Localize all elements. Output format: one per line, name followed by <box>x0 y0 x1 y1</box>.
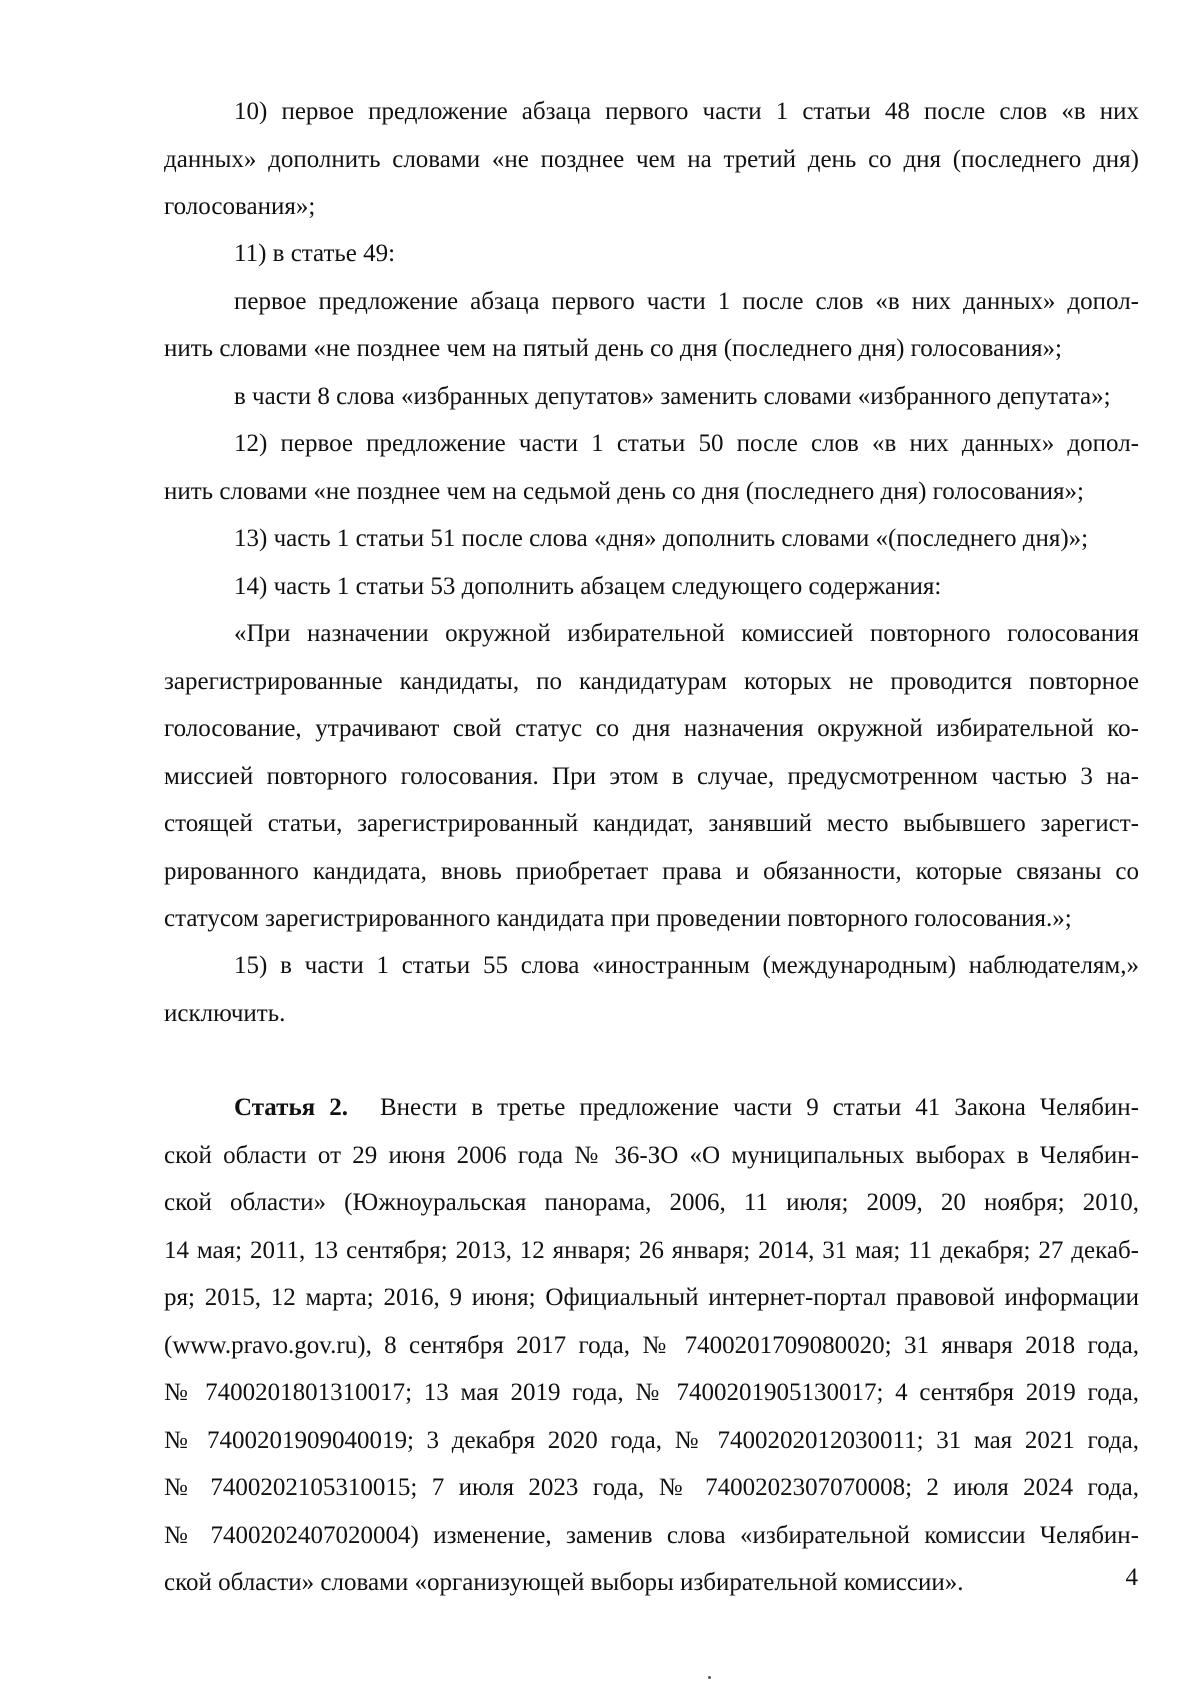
article-2-line-3: ской области» (Южноуральская панорама, 2006, 11 июля; 2009, 20 ноября; 2010, <box>164 1189 1139 1216</box>
quote-line-2: зарегистрированные кандидаты, по кандидатурам которых не проводится повторное <box>164 667 1139 695</box>
item-15-line-1: 15) в части 1 статьи 55 слова «иностранным (международным) наблюдателям,» <box>234 952 1139 979</box>
article-2-line-6: (www.pravo.gov.ru), 8 сентября 2017 года, № 7400201709080020; 31 января 2018 года, <box>164 1331 1139 1359</box>
article-2-label: Статья 2. <box>234 1094 348 1121</box>
item-10-line-2: данных» дополнить словами «не позднее чем на третий день со дня (последнего дня) <box>164 145 1139 173</box>
article-2-line-1 <box>164 1084 1139 1132</box>
scan-speck <box>708 1676 711 1679</box>
item-10-line-1: 10) первое предложение абзаца первого части 1 статьи 48 после слов «в них <box>234 98 1139 125</box>
article-2-line-7: № 7400201801310017; 13 мая 2019 года, № 7400201905130017; 4 сентября 2019 года, <box>164 1379 1139 1406</box>
page-number: 4 <box>1125 1564 1138 1591</box>
item-12-line-2: нить словами «не позднее чем на седьмой день со дня (последнего дня) голосования»; <box>164 477 1084 505</box>
quote-line-7: статусом зарегистрированного кандидата при проведении повторного голосования.»; <box>164 905 1072 932</box>
quote-line-6: рированного кандидата, вновь приобретает права и обязанности, которые связаны со <box>164 857 1139 885</box>
article-2-line-4: 14 мая; 2011, 13 сентября; 2013, 12 января; 26 января; 2014, 31 мая; 11 декабря; 27 декаб- <box>164 1236 1139 1264</box>
item-15-line-2: исключить. <box>164 999 286 1027</box>
item-10 <box>164 88 1139 231</box>
item-11-para-2: в части 8 слова «избранных депутатов» заменить словами «избранного депутата»; <box>234 382 1111 410</box>
article-2-line-8: № 7400201909040019; 3 декабря 2020 года, № 7400202012030011; 31 мая 2021 года, <box>164 1426 1139 1454</box>
quote-line-1: «При назначении окружной избирательной комиссией повторного голосования <box>234 620 1139 647</box>
quote-line-3: голосование, утрачивают свой статус со дня назначения окружной избирательной ко- <box>164 715 1139 742</box>
items-13-14 <box>164 515 1139 610</box>
item-12-line-1: 12) первое предложение части 1 статьи 50 после слов «в них данных» допол- <box>234 430 1139 457</box>
item-11 <box>164 230 1139 420</box>
quote-line-4: миссией повторного голосования. При этом в случае, предусмотренном частью 3 на- <box>164 762 1139 790</box>
item-11-para-1-line-2: нить словами «не позднее чем на пятый день со дня (последнего дня) голосования»; <box>164 335 1062 362</box>
item-13: 13) часть 1 статьи 51 после слова «дня» дополнить словами «(последнего дня)»; <box>234 525 1089 552</box>
article-2-line-2: ской области от 29 июня 2006 года № 36-ЗО «О муниципальных выборах в Челябин- <box>164 1141 1139 1169</box>
item-11-heading: 11) в статье 49: <box>234 240 396 267</box>
article-2-line-1-text: Внести в третье предложение части 9 статьи 41 Закона Челябин- <box>380 1094 1139 1121</box>
item-14-quote <box>164 610 1139 943</box>
item-14: 14) часть 1 статьи 53 дополнить абзацем следующего содержания: <box>234 572 942 600</box>
item-12 <box>164 420 1139 515</box>
article-2-line-5: ря; 2015, 12 марта; 2016, 9 июня; Официальный интернет-портал правовой информации <box>164 1284 1139 1311</box>
article-2-line-11: ской области» словами «организующей выборы избирательной комиссии». <box>164 1569 964 1596</box>
item-15 <box>164 942 1139 1037</box>
article-2-line-9: № 7400202105310015; 7 июля 2023 года, № 7400202307070008; 2 июля 2024 года, <box>164 1474 1139 1501</box>
article-2-line-10: № 7400202407020004) изменение, заменив слова «избирательной комиссии Челябин- <box>164 1521 1139 1549</box>
quote-line-5: стоящей статьи, зарегистрированный кандидат, занявший место выбывшего зарегист- <box>164 810 1139 837</box>
item-10-line-3: голосования»; <box>164 193 316 220</box>
item-11-para-1-line-1: первое предложение абзаца первого части 1 после слов «в них данных» допол- <box>234 287 1139 315</box>
article-2 <box>164 1084 1139 1607</box>
